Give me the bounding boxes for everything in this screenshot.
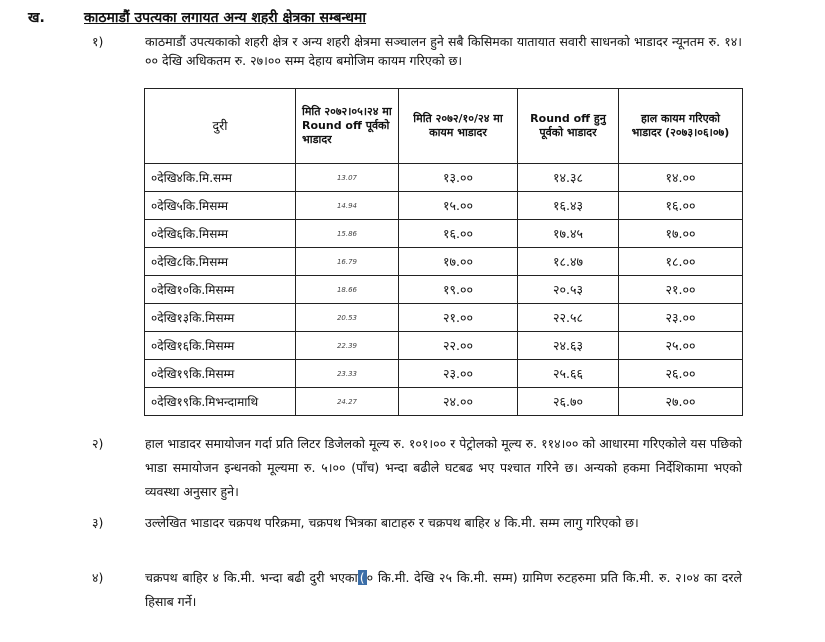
paragraph-text: उल्लेखित भाडादर चक्रपथ परिक्रमा, चक्रपथ भित्रका बाटाहरु र चक्रपथ बाहिर ४ कि.मी. सम्म लागु गरिएको छ। [145,515,639,530]
cell-current-rate: २१.०० [619,276,743,304]
table-header-row [145,89,743,164]
cell-pre-roundoff: १७.४५ [518,220,619,248]
cell-current-rate: २५.०० [619,332,743,360]
cell-pre-roundoff: २५.६६ [518,360,619,388]
cell-pre-roundoff: २२.५८ [518,304,619,332]
table-row [145,220,743,248]
table-row [145,332,743,360]
cell-pre-roundoff-2072: 16.79 [296,248,399,276]
paragraph-text-start: चक्रपथ बाहिर ४ कि.मी. भन्दा बढी दुरी भएका [145,570,358,585]
cell-rate-2072: २३.०० [399,360,518,388]
text-selection-highlight: ( [359,570,365,585]
cell-pre-roundoff-2072: 14.94 [296,192,399,220]
cell-pre-roundoff-2072: 15.86 [296,220,399,248]
cell-distance: ०देखि१९कि.मिसम्म [145,360,296,388]
table-row [145,304,743,332]
section-marker: ख. [28,10,45,26]
table-row [145,248,743,276]
cell-pre-roundoff-2072: 24.27 [296,388,399,416]
paragraph-number: १) [92,34,104,49]
cell-current-rate: १७.०० [619,220,743,248]
header-distance: दुरी [145,89,296,164]
cell-distance: ०देखि५कि.मिसम्म [145,192,296,220]
paragraph-3 [92,511,742,535]
paragraph-text-end: ० कि.मी. देखि २५ कि.मी. सम्म) ग्रामिण रुटहरुमा प्रति कि.मी. रु. २।०४ का दरले हिसाब गर्ने। [145,570,742,609]
paragraph-text: हाल भाडादर समायोजन गर्दा प्रति लिटर डिजेलको मूल्य रु. १०१।०० र पेट्रोलको मूल्य रु. ११४।०० को आधारमा गरिएकोले यस पछिको भाडा समायोजन इन्धनको मूल्यमा रु. ५।०० (पाँच) भन्दा बढीले घटबढ भए पश्चात गरिने छ। अन्यको हकमा निर्देशिकामा भएको व्यवस्था अनुसार हुने। [145,436,742,499]
paragraph-text: काठमाडौं उपत्यकाको शहरी क्षेत्र र अन्य शहरी क्षेत्रमा सञ्चालन हुने सबै किसिमका यातायात सवारी साधनको भाडादर न्यूनतम रु. १४।०० देखि अधिकतम रु. २७।०० सम्म देहाय बमोजिम कायम गरिएको छ। [145,34,742,68]
cell-pre-roundoff: १६.४३ [518,192,619,220]
cell-current-rate: २७.०० [619,388,743,416]
cell-distance: ०देखि१०कि.मिसम्म [145,276,296,304]
cell-current-rate: १८.०० [619,248,743,276]
cell-pre-roundoff: १८.४७ [518,248,619,276]
cell-current-rate: २६.०० [619,360,743,388]
cell-distance: ०देखि४कि.मि.सम्म [145,164,296,192]
cell-current-rate: १४.०० [619,164,743,192]
table-row [145,360,743,388]
cell-pre-roundoff: २०.५३ [518,276,619,304]
cell-current-rate: २३.०० [619,304,743,332]
cell-rate-2072: २२.०० [399,332,518,360]
paragraph-1 [92,32,742,70]
paragraph-number: ३) [92,515,104,530]
cell-rate-2072: २४.०० [399,388,518,416]
cell-rate-2072: १९.०० [399,276,518,304]
header-pre-roundoff-2072: मिति २०७२।०५।२४ मा Round off पूर्वको भाडादर [296,89,399,164]
cell-pre-roundoff: १४.३८ [518,164,619,192]
cell-rate-2072: १३.०० [399,164,518,192]
cell-rate-2072: १६.०० [399,220,518,248]
table-row [145,388,743,416]
section-title: काठमाडौं उपत्यका लगायत अन्य शहरी क्षेत्रका सम्बन्धमा [84,10,367,26]
header-current-rate: हाल कायम गरिएको भाडादर (२०७३।०६।०७) [619,89,743,164]
cell-pre-roundoff: २६.७० [518,388,619,416]
cell-current-rate: १६.०० [619,192,743,220]
cell-pre-roundoff-2072: 22.39 [296,332,399,360]
paragraph-number: ४) [92,570,104,585]
cell-distance: ०देखि१३कि.मिसम्म [145,304,296,332]
header-pre-roundoff: Round off हुनु पूर्वको भाडादर [518,89,619,164]
cell-distance: ०देखि६कि.मिसम्म [145,220,296,248]
cell-rate-2072: २१.०० [399,304,518,332]
header-rate-2072: मिति २०७२/१०/२४ मा कायम भाडादर [399,89,518,164]
table-row [145,276,743,304]
cell-pre-roundoff-2072: 23.33 [296,360,399,388]
cell-distance: ०देखि१६कि.मिसम्म [145,332,296,360]
paragraph-4 [92,566,742,614]
cell-pre-roundoff-2072: 18.66 [296,276,399,304]
paragraph-2 [92,432,742,504]
cell-distance: ०देखि१९कि.मिभन्दामाथि [145,388,296,416]
cell-pre-roundoff: २४.६३ [518,332,619,360]
section-heading [28,8,366,27]
cell-pre-roundoff-2072: 13.07 [296,164,399,192]
table-row [145,192,743,220]
fare-rate-table [144,88,743,416]
cell-pre-roundoff-2072: 20.53 [296,304,399,332]
table-row [145,164,743,192]
cell-rate-2072: १५.०० [399,192,518,220]
cell-distance: ०देखि८कि.मिसम्म [145,248,296,276]
cell-rate-2072: १७.०० [399,248,518,276]
paragraph-text [145,566,742,614]
paragraph-number: २) [92,436,104,451]
